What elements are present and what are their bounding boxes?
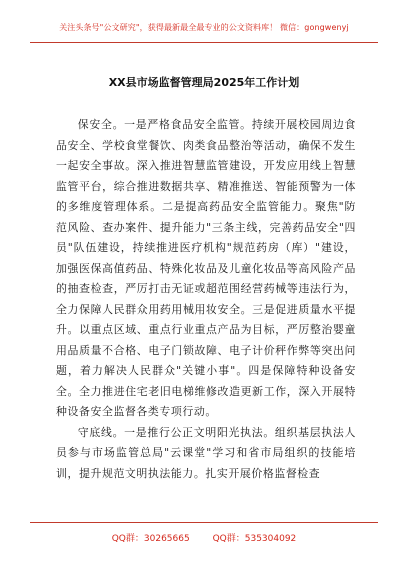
footer-qq-group-1: QQ群：30265665 — [111, 534, 190, 544]
footer-divider — [30, 522, 378, 523]
document-title: XX县市场监督管理局2025年工作计划 — [108, 76, 300, 89]
body-paragraph: 保安全。一是严格食品安全监管。持续开展校园周边食品安全、学校食堂餐饮、肉类食品整治等活动，确保不发生一起安全事故。深入推进智慧监管建设，开发应用线上智慧监管平台，综合推进数据共享、精准推送、智能预警为一体的多维度管理体系。二是提高药品安全监管能力。聚焦"防范风险、查办案件、提升能力"三条主线，完善药品安全"四员"队伍建设，持续推进医疗机构"规范药房（库）"建设，加强医保高值药品、特殊化妆品及儿童化妆品等高风险产品的抽查检查，严厉打击无证或超范围经营药械等违法行为，全力保障人民群众用药用械用妆安全。三是促进质量水平提升。以重点区域、重点行业重点产品为目标，严厉整治婴童用品质量不合格、电子门锁故障、电子计价秤作弊等突出问题，着力解决人民群众"关键小事"。四是保障特种设备安全。全力推进住宅老旧电梯维修改造更新工作，深入开展特种设备安全监督各类专项行动。 — [56, 118, 356, 418]
document-body — [56, 115, 356, 484]
header-divider — [30, 42, 378, 43]
footer — [0, 531, 408, 544]
footer-qq-group-2: QQ群：535304092 — [212, 534, 297, 544]
body-paragraph: 守底线。一是推行公正文明阳光执法。组织基层执法人员参与市场监管总局"云课堂"学习和省市局组织的技能培训，提升规范文明执法能力。扎实开展价格监督检查 — [56, 425, 356, 480]
header-banner: 关注头条号"公文研究"，获得最新最全最专业的公文资料库！ 微信：gongwenyj — [59, 23, 349, 32]
